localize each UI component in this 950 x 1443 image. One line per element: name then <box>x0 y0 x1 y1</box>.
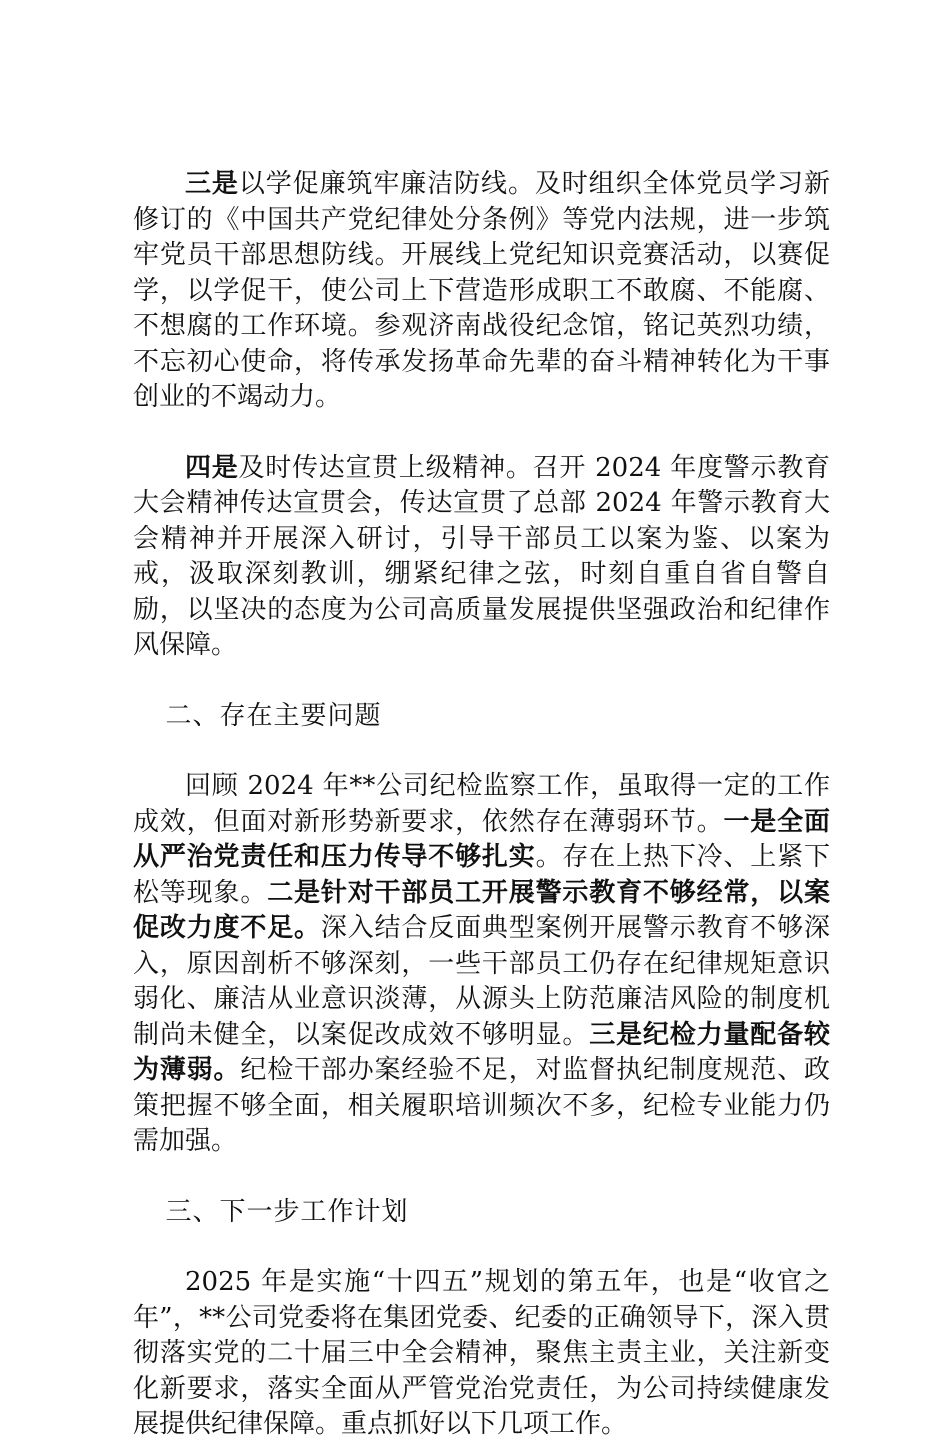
paragraph-bold-point-3: 三是纪检力量配备较为薄弱。 <box>133 1019 830 1085</box>
paragraph-lead-bold: 四是 <box>185 452 239 483</box>
paragraph-lead-bold: 三是 <box>185 169 239 199</box>
paragraph-gap <box>133 416 830 451</box>
paragraph-gap <box>133 1230 830 1265</box>
paragraph-fourth-point <box>133 451 830 664</box>
section-heading-next-plan: 三、下一步工作计划 <box>165 1196 409 1227</box>
document-body <box>133 167 830 1443</box>
paragraph-text: 深入结合反面典型案例开展警示教育不够深入，原因剖析不够深刻，一些干部员工仍存在纪律规矩意识弱化、廉洁从业意识淡薄，从源头上防范廉洁风险的制度机制尚未健全，以案促改成效不够明显。 <box>133 913 830 1050</box>
paragraph-text: 2025 年是实施“十四五”规划的第五年，也是“收官之年”，**公司党委将在集团党委、纪委的正确领导下，深入贯彻落实党的二十届三中全会精神，聚焦主责主业，关注新变化新要求，落实全面从严管党治党责任，为公司持续健康发展提供纪律保障。重点抓好以下几项工作。 <box>133 1267 830 1439</box>
paragraph-text: 纪检干部办案经验不足，对监督执纪制度规范、政策把握不够全面，相关履职培训频次不多，纪检专业能力仍需加强。 <box>133 1055 830 1156</box>
paragraph-problems <box>133 769 830 1160</box>
paragraph-bold-point-2: 二是针对干部员工开展警示教育不够经常，以案促改力度不足。 <box>133 877 830 943</box>
section-heading-problems: 二、存在主要问题 <box>165 700 382 731</box>
paragraph-gap <box>133 664 830 699</box>
paragraph-gap <box>133 1160 830 1195</box>
paragraph-text: 。存在上热下冷、上紧下松等现象。 <box>133 842 830 908</box>
paragraph-bold-point-1: 一是全面从严治党责任和压力传导不够扎实 <box>133 806 830 872</box>
paragraph-text: 以学促廉筑牢廉洁防线。及时组织全体党员学习新修订的《中国共产党纪律处分条例》等党内法规，进一步筑牢党员干部思想防线。开展线上党纪知识竞赛活动，以赛促学，以学促干，使公司上下营造形成职工不敢腐、不能腐、不想腐的工作环境。参观济南战役纪念馆，铭记英烈功绩，不忘初心使命，将传承发扬革命先辈的奋斗精神转化为干事创业的不竭动力。 <box>133 169 830 412</box>
paragraph-text: 及时传达宣贯上级精神。召开 2024 年度警示教育大会精神传达宣贯会，传达宣贯了总部 2024 年警示教育大会精神并开展深入研讨，引导干部员工以案为鉴、以案为戒，汲取深刻教训，绷紧纪律之弦，时刻自重自省自警自励，以坚决的态度为公司高质量发展提供坚强政治和纪律作风保障。 <box>133 452 830 660</box>
paragraph-next-plan <box>133 1265 830 1443</box>
paragraph-gap <box>133 734 830 769</box>
paragraph-third-point <box>133 167 830 416</box>
paragraph-text: 回顾 2024 年**公司纪检监察工作，虽取得一定的工作成效，但面对新形势新要求，依然存在薄弱环节。 <box>133 771 830 837</box>
